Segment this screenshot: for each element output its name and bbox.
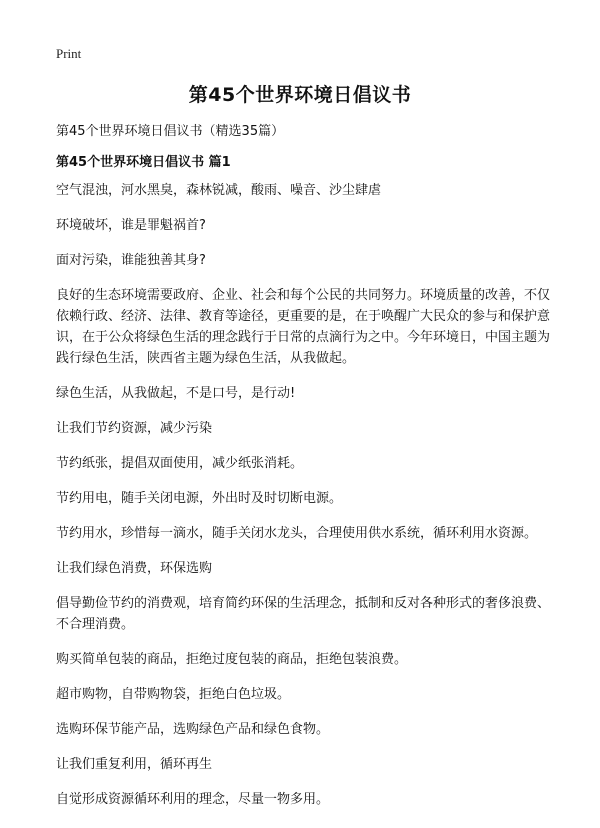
- paragraph: 购买简单包装的商品，拒绝过度包装的商品，拒绝包装浪费。: [56, 652, 408, 667]
- paragraph: 空气混浊，河水黑臭，森林锐减，酸雨、噪音、沙尘肆虐: [56, 183, 382, 198]
- document-subtitle: 第45个世界环境日倡议书（精选35篇）: [56, 124, 285, 139]
- print-link[interactable]: Print: [56, 46, 82, 61]
- paragraph: 节约纸张，提倡双面使用，减少纸张消耗。: [56, 456, 304, 471]
- paragraph: 环境破坏，谁是罪魁祸首?: [56, 218, 206, 233]
- paragraph: 绿色生活，从我做起，不是口号，是行动!: [56, 386, 296, 401]
- paragraph: 让我们绿色消费，环保选购: [56, 561, 213, 576]
- paragraph: 良好的生态环境需要政府、企业、社会和每个公民的共同努力。环境质量的改善，不仅依赖行政、经济、法律、教育等途径，更重要的是，在于唤醒广大民众的参与和保护意识，在于公众将绿色生活的理念践行于日常的点滴行为之中。今年环境日，中国主题为践行绿色生活，陕西省主题为绿色生活，从我做起。: [56, 288, 551, 366]
- paragraph: 超市购物，自带购物袋，拒绝白色垃圾。: [56, 687, 291, 702]
- section-heading: 第45个世界环境日倡议书 篇1: [56, 155, 231, 170]
- document-body: [56, 180, 556, 824]
- paragraph: 节约用电，随手关闭电源，外出时及时切断电源。: [56, 491, 343, 506]
- paragraph: 倡导勤俭节约的消费观，培育简约环保的生活理念，抵制和反对各种形式的奢侈浪费、不合理消费。: [56, 596, 551, 632]
- paragraph: 自觉形成资源循环利用的理念，尽量一物多用。: [56, 792, 330, 807]
- paragraph: 节约用水，珍惜每一滴水，随手关闭水龙头，合理使用供水系统，循环利用水资源。: [56, 526, 538, 541]
- paragraph: 选购环保节能产品，选购绿色产品和绿色食物。: [56, 722, 330, 737]
- paragraph: 面对污染，谁能独善其身?: [56, 253, 206, 268]
- page-title: 第45个世界环境日倡议书: [188, 84, 412, 106]
- paragraph: 让我们重复利用，循环再生: [56, 757, 213, 772]
- paragraph: 让我们节约资源，减少污染: [56, 421, 213, 436]
